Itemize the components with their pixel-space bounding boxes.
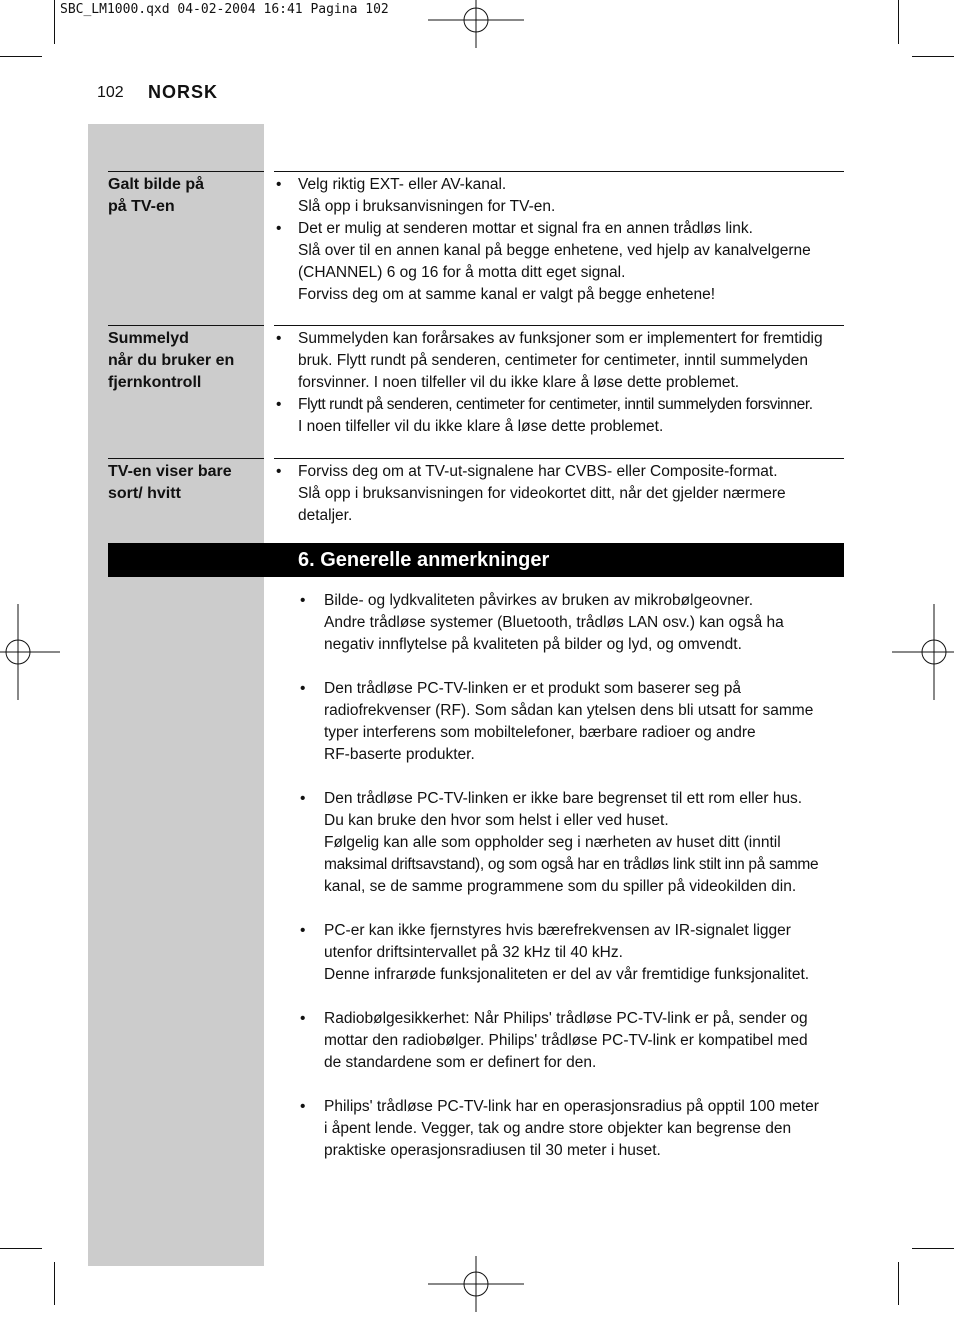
registration-mark-icon — [428, 1236, 524, 1332]
solution-list — [274, 461, 846, 527]
list-item — [274, 174, 846, 218]
bullet-icon: • — [300, 1098, 306, 1115]
crop-mark — [912, 1248, 954, 1249]
text-line: utenfor driftsintervallet på 32 kHz til 40 kHz. — [324, 944, 623, 961]
list-item — [274, 394, 846, 438]
text-line: Slå opp i bruksanvisningen for videokortet ditt, når det gjelder nærmere — [298, 485, 786, 502]
list-item — [274, 328, 846, 394]
text-line: Velg riktig EXT- eller AV-kanal. — [298, 176, 507, 193]
language-heading: NORSK — [148, 82, 219, 102]
text-line: Den trådløse PC-TV-linken er ikke bare begrenset til ett rom eller hus. — [324, 790, 803, 807]
crop-mark — [0, 56, 42, 57]
section-heading-bar — [108, 543, 844, 577]
list-item — [300, 1008, 848, 1074]
problem-label — [108, 174, 258, 218]
text-line: Summelyden kan forårsakes av funksjoner som er implementert for fremtidig — [298, 330, 823, 347]
text-line: kanal, se de samme programmene som du spiller på videokilden din. — [324, 878, 797, 895]
problem-label — [108, 461, 258, 505]
crop-mark — [0, 1248, 42, 1249]
row-rule — [274, 325, 844, 326]
text-line: Andre trådløse systemer (Bluetooth, trådløs LAN osv.) kan også ha — [324, 614, 784, 631]
list-item — [300, 1096, 848, 1162]
text-line: negativ innflytelse på kvaliteten på bilder og lyd, og omvendt. — [324, 636, 742, 653]
bullet-icon: • — [276, 396, 282, 413]
text-line: maksimal driftsavstand), og som også har en trådløs link stilt inn på samme — [324, 856, 819, 873]
bullet-icon: • — [276, 463, 282, 480]
text-line: Radiobølgesikkerhet: Når Philips' trådløse PC-TV-link er på, sender og — [324, 1010, 808, 1027]
text-line: Slå opp i bruksanvisningen for TV-en. — [298, 198, 556, 215]
bullet-icon: • — [300, 1010, 306, 1027]
row-rule — [274, 171, 844, 172]
text-line: i åpent lende. Vegger, tak og andre store objekter kan begrense den — [324, 1120, 792, 1137]
printer-slug: SBC_LM1000.qxd 04-02-2004 16:41 Pagina 102 — [60, 2, 389, 17]
text-line: I noen tilfeller vil du ikke klare å løse dette problemet. — [298, 418, 664, 435]
general-remarks-list — [300, 590, 848, 1184]
text-line: Slå over til en annen kanal på begge enhetene, ved hjelp av kanalvelgerne — [298, 242, 811, 259]
list-item — [300, 590, 848, 656]
label-line: fjernkontroll — [108, 374, 202, 391]
bullet-icon: • — [276, 220, 282, 237]
troubleshooting-row — [108, 325, 844, 445]
text-line: (CHANNEL) 6 og 16 for å motta ditt eget signal. — [298, 264, 626, 281]
section-title: 6. Generelle anmerkninger — [298, 549, 550, 571]
crop-mark — [898, 0, 899, 44]
list-item — [300, 678, 848, 766]
text-line: forsvinner. I noen tilfeller vil du ikke klare å løse dette problemet. — [298, 374, 740, 391]
bullet-icon: • — [300, 592, 306, 609]
crop-mark — [898, 1262, 899, 1305]
row-rule — [108, 171, 264, 172]
solution-list — [274, 174, 846, 306]
text-line: de standardene som er definert for den. — [324, 1054, 597, 1071]
text-line: bruk. Flytt rundt på senderen, centimeter for centimeter, inntil summelyden — [298, 352, 809, 369]
crop-mark — [54, 1262, 55, 1305]
crop-mark — [54, 0, 55, 44]
row-rule — [274, 458, 844, 459]
label-line: TV-en viser bare — [108, 463, 232, 480]
row-rule — [108, 458, 264, 459]
list-item — [300, 788, 848, 898]
list-item — [274, 461, 846, 527]
troubleshooting-row — [108, 171, 844, 311]
text-line: Den trådløse PC-TV-linken er et produkt som baserer seg på — [324, 680, 741, 697]
bullet-icon: • — [300, 922, 306, 939]
text-line: radiofrekvenser (RF). Som sådan kan ytelsen dens bli utsatt for samme — [324, 702, 814, 719]
text-line: detaljer. — [298, 507, 353, 524]
label-line: sort/ hvitt — [108, 485, 181, 502]
text-line: mottar den radiobølger. Philips' trådløse PC-TV-link er kompatibel med — [324, 1032, 808, 1049]
text-line: Denne infrarøde funksjonaliteten er del av vår fremtidige funksjonalitet. — [324, 966, 810, 983]
bullet-icon: • — [276, 330, 282, 347]
text-line: PC-er kan ikke fjernstyres hvis bærefrekvensen av IR-signalet ligger — [324, 922, 791, 939]
text-line: Forviss deg om at TV-ut-signalene har CVBS- eller Composite-format. — [298, 463, 778, 480]
bullet-icon: • — [300, 790, 306, 807]
problem-label — [108, 328, 258, 394]
text-line: typer interferens som mobiltelefoner, bærbare radioer og andre — [324, 724, 756, 741]
solution-list — [274, 328, 846, 438]
text-line: Forviss deg om at samme kanal er valgt på begge enhetene! — [298, 286, 716, 303]
text-line: Bilde- og lydkvaliteten påvirkes av bruken av mikrobølgeovner. — [324, 592, 754, 609]
text-line: Philips' trådløse PC-TV-link har en operasjonsradius på opptil 100 meter — [324, 1098, 819, 1115]
list-item — [300, 920, 848, 986]
registration-mark-icon — [428, 0, 524, 68]
bullet-icon: • — [276, 176, 282, 193]
label-line: på TV-en — [108, 198, 175, 215]
crop-mark — [912, 56, 954, 57]
registration-mark-icon — [0, 604, 66, 700]
text-line: Det er mulig at senderen mottar et signal fra en annen trådløs link. — [298, 220, 753, 237]
text-line: Du kan bruke den hvor som helst i eller ved huset. — [324, 812, 669, 829]
text-line: praktiske operasjonsradiusen til 30 meter i huset. — [324, 1142, 661, 1159]
page-number: 102 — [97, 84, 124, 101]
list-item — [274, 218, 846, 306]
text-line: Følgelig kan alle som oppholder seg i nærheten av huset ditt (inntil — [324, 834, 781, 851]
text-line: Flytt rundt på senderen, centimeter for centimeter, inntil summelyden forsvinner. — [298, 396, 813, 413]
troubleshooting-row — [108, 458, 844, 538]
label-line: når du bruker en — [108, 352, 235, 369]
text-line: RF-baserte produkter. — [324, 746, 475, 763]
registration-mark-icon — [886, 604, 954, 700]
label-line: Galt bilde på — [108, 176, 205, 193]
row-rule — [108, 325, 264, 326]
label-line: Summelyd — [108, 330, 189, 347]
bullet-icon: • — [300, 680, 306, 697]
